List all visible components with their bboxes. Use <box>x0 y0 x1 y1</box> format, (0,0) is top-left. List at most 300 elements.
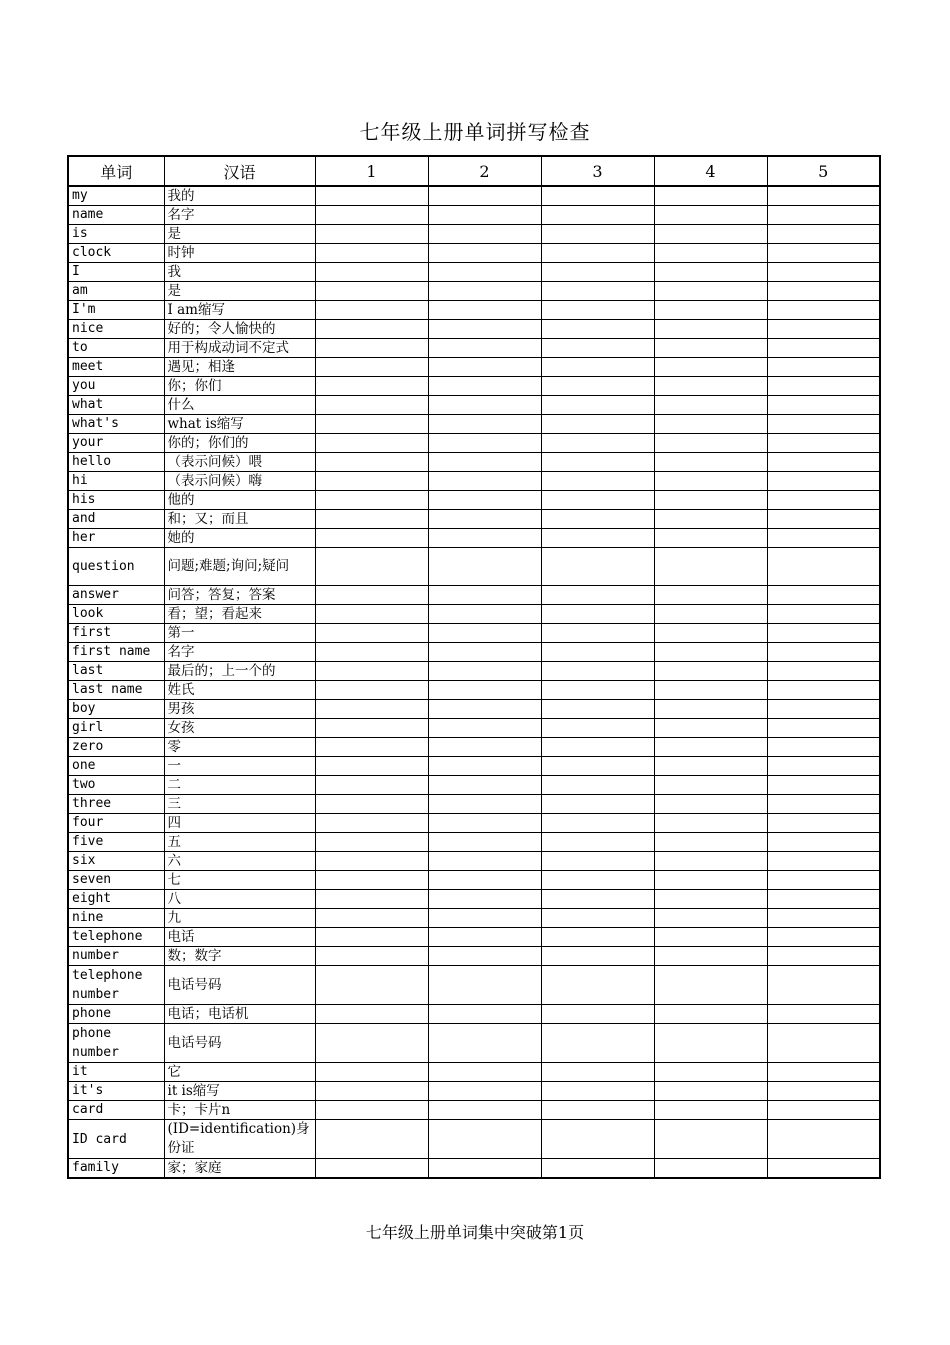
spelling-attempt-5-cell[interactable] <box>767 776 880 795</box>
spelling-attempt-5-cell[interactable] <box>767 377 880 396</box>
spelling-attempt-2-cell[interactable] <box>428 662 541 681</box>
spelling-attempt-4-cell[interactable] <box>654 415 767 434</box>
english-word-cell: you <box>68 377 164 396</box>
word-row <box>68 662 880 681</box>
spelling-attempt-4-cell[interactable] <box>654 186 767 206</box>
spelling-attempt-1-cell[interactable] <box>315 225 428 244</box>
spelling-attempt-2-cell[interactable] <box>428 928 541 947</box>
english-word-cell: boy <box>68 700 164 719</box>
word-row <box>68 605 880 624</box>
spelling-attempt-3-cell[interactable] <box>541 1024 654 1063</box>
spelling-attempt-3-cell[interactable] <box>541 1063 654 1082</box>
spelling-attempt-1-cell[interactable] <box>315 852 428 871</box>
spelling-attempt-5-cell[interactable] <box>767 833 880 852</box>
spelling-attempt-4-cell[interactable] <box>654 529 767 548</box>
spelling-attempt-1-cell[interactable] <box>315 681 428 700</box>
spelling-attempt-5-cell[interactable] <box>767 966 880 1005</box>
spelling-attempt-2-cell[interactable] <box>428 206 541 225</box>
chinese-meaning-cell: 八 <box>164 890 315 909</box>
spelling-attempt-1-cell[interactable] <box>315 776 428 795</box>
header-row <box>68 156 880 186</box>
spelling-attempt-5-cell[interactable] <box>767 472 880 491</box>
spelling-attempt-2-cell[interactable] <box>428 186 541 206</box>
spelling-attempt-5-cell[interactable] <box>767 1159 880 1179</box>
spelling-attempt-2-cell[interactable] <box>428 491 541 510</box>
english-word-cell: card <box>68 1101 164 1120</box>
spelling-attempt-5-cell[interactable] <box>767 852 880 871</box>
spelling-attempt-1-cell[interactable] <box>315 1005 428 1024</box>
spelling-attempt-4-cell[interactable] <box>654 1101 767 1120</box>
spelling-attempt-1-cell[interactable] <box>315 738 428 757</box>
spelling-attempt-5-cell[interactable] <box>767 339 880 358</box>
word-row <box>68 510 880 529</box>
english-word-cell: last <box>68 662 164 681</box>
chinese-meaning-cell: 看；望；看起来 <box>164 605 315 624</box>
chinese-meaning-cell: 是 <box>164 225 315 244</box>
spelling-attempt-5-cell[interactable] <box>767 1101 880 1120</box>
spelling-attempt-4-cell[interactable] <box>654 833 767 852</box>
spelling-attempt-4-cell[interactable] <box>654 510 767 529</box>
spelling-attempt-2-cell[interactable] <box>428 1159 541 1179</box>
spelling-attempt-1-cell[interactable] <box>315 282 428 301</box>
spelling-attempt-5-cell[interactable] <box>767 814 880 833</box>
chinese-meaning-cell: it is缩写 <box>164 1082 315 1101</box>
english-word-cell: hi <box>68 472 164 491</box>
word-row <box>68 244 880 263</box>
word-row <box>68 548 880 586</box>
spelling-attempt-4-cell[interactable] <box>654 1159 767 1179</box>
spelling-attempt-3-cell[interactable] <box>541 1082 654 1101</box>
spelling-attempt-2-cell[interactable] <box>428 244 541 263</box>
spelling-attempt-3-cell[interactable] <box>541 757 654 776</box>
word-row <box>68 871 880 890</box>
spelling-attempt-4-cell[interactable] <box>654 776 767 795</box>
spelling-attempt-3-cell[interactable] <box>541 909 654 928</box>
spelling-attempt-3-cell[interactable] <box>541 510 654 529</box>
spelling-attempt-4-cell[interactable] <box>654 453 767 472</box>
spelling-attempt-1-cell[interactable] <box>315 396 428 415</box>
spelling-attempt-1-cell[interactable] <box>315 1101 428 1120</box>
spelling-attempt-5-cell[interactable] <box>767 681 880 700</box>
spelling-attempt-5-cell[interactable] <box>767 244 880 263</box>
spelling-attempt-4-cell[interactable] <box>654 263 767 282</box>
spelling-attempt-4-cell[interactable] <box>654 339 767 358</box>
english-word-cell: nine <box>68 909 164 928</box>
spelling-attempt-4-cell[interactable] <box>654 852 767 871</box>
spelling-attempt-5-cell[interactable] <box>767 225 880 244</box>
spelling-attempt-4-cell[interactable] <box>654 947 767 966</box>
spelling-attempt-3-cell[interactable] <box>541 263 654 282</box>
english-word-cell: five <box>68 833 164 852</box>
spelling-attempt-2-cell[interactable] <box>428 396 541 415</box>
spelling-attempt-5-cell[interactable] <box>767 263 880 282</box>
spelling-attempt-4-cell[interactable] <box>654 396 767 415</box>
spelling-attempt-4-cell[interactable] <box>654 719 767 738</box>
english-word-cell: my <box>68 186 164 206</box>
spelling-attempt-1-cell[interactable] <box>315 453 428 472</box>
chinese-meaning-cell: 男孩 <box>164 700 315 719</box>
chinese-meaning-cell: (ID=identification)身份证 <box>164 1120 315 1159</box>
english-word-cell: ID card <box>68 1120 164 1159</box>
spelling-attempt-1-cell[interactable] <box>315 1024 428 1063</box>
english-word-cell: girl <box>68 719 164 738</box>
spelling-attempt-1-cell[interactable] <box>315 605 428 624</box>
spelling-attempt-2-cell[interactable] <box>428 472 541 491</box>
spelling-attempt-2-cell[interactable] <box>428 320 541 339</box>
spelling-attempt-5-cell[interactable] <box>767 206 880 225</box>
english-word-cell: number <box>68 947 164 966</box>
spelling-attempt-5-cell[interactable] <box>767 890 880 909</box>
spelling-attempt-3-cell[interactable] <box>541 928 654 947</box>
spelling-attempt-3-cell[interactable] <box>541 624 654 643</box>
english-word-cell: answer <box>68 586 164 605</box>
spelling-attempt-2-cell[interactable] <box>428 1082 541 1101</box>
spelling-attempt-3-cell[interactable] <box>541 643 654 662</box>
spelling-attempt-4-cell[interactable] <box>654 320 767 339</box>
spelling-attempt-5-cell[interactable] <box>767 282 880 301</box>
spelling-attempt-4-cell[interactable] <box>654 225 767 244</box>
chinese-meaning-cell: 二 <box>164 776 315 795</box>
spelling-attempt-5-cell[interactable] <box>767 1024 880 1063</box>
spelling-attempt-1-cell[interactable] <box>315 1120 428 1159</box>
word-row <box>68 472 880 491</box>
chinese-meaning-cell: 时钟 <box>164 244 315 263</box>
word-row <box>68 643 880 662</box>
spelling-attempt-5-cell[interactable] <box>767 700 880 719</box>
spelling-attempt-2-cell[interactable] <box>428 681 541 700</box>
spelling-attempt-4-cell[interactable] <box>654 890 767 909</box>
spelling-attempt-4-cell[interactable] <box>654 301 767 320</box>
spelling-attempt-1-cell[interactable] <box>315 510 428 529</box>
spelling-attempt-5-cell[interactable] <box>767 320 880 339</box>
word-row <box>68 301 880 320</box>
spelling-attempt-2-cell[interactable] <box>428 301 541 320</box>
spelling-attempt-5-cell[interactable] <box>767 301 880 320</box>
english-word-cell: four <box>68 814 164 833</box>
spelling-attempt-4-cell[interactable] <box>654 586 767 605</box>
spelling-attempt-1-cell[interactable] <box>315 434 428 453</box>
spelling-attempt-1-cell[interactable] <box>315 795 428 814</box>
spelling-attempt-3-cell[interactable] <box>541 434 654 453</box>
spelling-attempt-5-cell[interactable] <box>767 510 880 529</box>
spelling-attempt-3-cell[interactable] <box>541 833 654 852</box>
spelling-attempt-3-cell[interactable] <box>541 472 654 491</box>
chinese-meaning-cell: 是 <box>164 282 315 301</box>
spelling-attempt-3-cell[interactable] <box>541 186 654 206</box>
spelling-attempt-5-cell[interactable] <box>767 1082 880 1101</box>
spelling-attempt-2-cell[interactable] <box>428 263 541 282</box>
spelling-attempt-4-cell[interactable] <box>654 738 767 757</box>
word-row <box>68 909 880 928</box>
spelling-attempt-2-cell[interactable] <box>428 719 541 738</box>
chinese-meaning-cell: 六 <box>164 852 315 871</box>
spelling-attempt-5-cell[interactable] <box>767 548 880 586</box>
spelling-attempt-5-cell[interactable] <box>767 757 880 776</box>
spelling-attempt-3-cell[interactable] <box>541 1159 654 1179</box>
spelling-attempt-3-cell[interactable] <box>541 529 654 548</box>
spelling-attempt-5-cell[interactable] <box>767 909 880 928</box>
spelling-attempt-2-cell[interactable] <box>428 776 541 795</box>
spelling-attempt-1-cell[interactable] <box>315 1063 428 1082</box>
word-row <box>68 434 880 453</box>
spelling-attempt-3-cell[interactable] <box>541 491 654 510</box>
spelling-attempt-4-cell[interactable] <box>654 1024 767 1063</box>
spelling-attempt-2-cell[interactable] <box>428 643 541 662</box>
spelling-attempt-3-cell[interactable] <box>541 738 654 757</box>
spelling-attempt-4-cell[interactable] <box>654 624 767 643</box>
spelling-attempt-3-cell[interactable] <box>541 966 654 1005</box>
spelling-attempt-5-cell[interactable] <box>767 491 880 510</box>
spelling-attempt-3-cell[interactable] <box>541 681 654 700</box>
spelling-attempt-2-cell[interactable] <box>428 548 541 586</box>
spelling-attempt-3-cell[interactable] <box>541 377 654 396</box>
spelling-attempt-2-cell[interactable] <box>428 225 541 244</box>
spelling-attempt-2-cell[interactable] <box>428 358 541 377</box>
chinese-meaning-cell: 他的 <box>164 491 315 510</box>
spelling-attempt-4-cell[interactable] <box>654 1063 767 1082</box>
spelling-attempt-4-cell[interactable] <box>654 434 767 453</box>
spelling-attempt-3-cell[interactable] <box>541 339 654 358</box>
spelling-attempt-2-cell[interactable] <box>428 510 541 529</box>
spelling-attempt-2-cell[interactable] <box>428 1005 541 1024</box>
word-row <box>68 263 880 282</box>
spelling-attempt-5-cell[interactable] <box>767 586 880 605</box>
spelling-attempt-2-cell[interactable] <box>428 757 541 776</box>
spelling-attempt-1-cell[interactable] <box>315 1082 428 1101</box>
spelling-attempt-1-cell[interactable] <box>315 415 428 434</box>
english-word-cell: look <box>68 605 164 624</box>
spelling-attempt-1-cell[interactable] <box>315 947 428 966</box>
spelling-attempt-2-cell[interactable] <box>428 605 541 624</box>
spelling-attempt-4-cell[interactable] <box>654 244 767 263</box>
spelling-attempt-2-cell[interactable] <box>428 434 541 453</box>
spelling-attempt-1-cell[interactable] <box>315 890 428 909</box>
spelling-attempt-2-cell[interactable] <box>428 966 541 1005</box>
english-word-cell: her <box>68 529 164 548</box>
spelling-attempt-4-cell[interactable] <box>654 928 767 947</box>
spelling-attempt-3-cell[interactable] <box>541 548 654 586</box>
spelling-attempt-1-cell[interactable] <box>315 263 428 282</box>
spelling-attempt-2-cell[interactable] <box>428 871 541 890</box>
spelling-attempt-2-cell[interactable] <box>428 814 541 833</box>
english-word-cell: and <box>68 510 164 529</box>
spelling-attempt-4-cell[interactable] <box>654 548 767 586</box>
spelling-attempt-1-cell[interactable] <box>315 814 428 833</box>
spelling-attempt-5-cell[interactable] <box>767 1120 880 1159</box>
spelling-attempt-2-cell[interactable] <box>428 529 541 548</box>
spelling-attempt-5-cell[interactable] <box>767 719 880 738</box>
english-word-cell: six <box>68 852 164 871</box>
spelling-attempt-1-cell[interactable] <box>315 586 428 605</box>
spelling-attempt-3-cell[interactable] <box>541 662 654 681</box>
chinese-meaning-cell: 家；家庭 <box>164 1159 315 1179</box>
spelling-attempt-5-cell[interactable] <box>767 453 880 472</box>
spelling-attempt-4-cell[interactable] <box>654 1120 767 1159</box>
spelling-attempt-1-cell[interactable] <box>315 757 428 776</box>
spelling-attempt-1-cell[interactable] <box>315 339 428 358</box>
spelling-attempt-3-cell[interactable] <box>541 320 654 339</box>
spelling-attempt-2-cell[interactable] <box>428 586 541 605</box>
spelling-attempt-5-cell[interactable] <box>767 643 880 662</box>
spelling-attempt-4-cell[interactable] <box>654 643 767 662</box>
spelling-attempt-2-cell[interactable] <box>428 833 541 852</box>
word-row <box>68 757 880 776</box>
spelling-attempt-5-cell[interactable] <box>767 738 880 757</box>
spelling-attempt-2-cell[interactable] <box>428 282 541 301</box>
spelling-attempt-5-cell[interactable] <box>767 1063 880 1082</box>
spelling-attempt-5-cell[interactable] <box>767 624 880 643</box>
spelling-attempt-4-cell[interactable] <box>654 206 767 225</box>
spelling-attempt-2-cell[interactable] <box>428 1120 541 1159</box>
spelling-attempt-5-cell[interactable] <box>767 358 880 377</box>
spelling-attempt-4-cell[interactable] <box>654 377 767 396</box>
spelling-attempt-4-cell[interactable] <box>654 757 767 776</box>
spelling-attempt-4-cell[interactable] <box>654 681 767 700</box>
spelling-attempt-2-cell[interactable] <box>428 1024 541 1063</box>
spelling-attempt-2-cell[interactable] <box>428 377 541 396</box>
spelling-attempt-4-cell[interactable] <box>654 871 767 890</box>
spelling-attempt-2-cell[interactable] <box>428 909 541 928</box>
spelling-attempt-1-cell[interactable] <box>315 377 428 396</box>
english-word-cell: first <box>68 624 164 643</box>
spelling-attempt-1-cell[interactable] <box>315 909 428 928</box>
word-row <box>68 225 880 244</box>
spelling-attempt-1-cell[interactable] <box>315 186 428 206</box>
spelling-attempt-2-cell[interactable] <box>428 415 541 434</box>
spelling-attempt-1-cell[interactable] <box>315 244 428 263</box>
spelling-attempt-5-cell[interactable] <box>767 605 880 624</box>
spelling-attempt-5-cell[interactable] <box>767 415 880 434</box>
spelling-attempt-5-cell[interactable] <box>767 186 880 206</box>
word-row <box>68 1063 880 1082</box>
spelling-attempt-5-cell[interactable] <box>767 947 880 966</box>
spelling-attempt-1-cell[interactable] <box>315 871 428 890</box>
spelling-attempt-4-cell[interactable] <box>654 1005 767 1024</box>
spelling-attempt-4-cell[interactable] <box>654 491 767 510</box>
spelling-attempt-3-cell[interactable] <box>541 225 654 244</box>
spelling-attempt-4-cell[interactable] <box>654 662 767 681</box>
spelling-attempt-2-cell[interactable] <box>428 339 541 358</box>
spelling-attempt-1-cell[interactable] <box>315 719 428 738</box>
spelling-attempt-1-cell[interactable] <box>315 491 428 510</box>
spelling-attempt-3-cell[interactable] <box>541 453 654 472</box>
spelling-attempt-2-cell[interactable] <box>428 947 541 966</box>
spelling-attempt-5-cell[interactable] <box>767 795 880 814</box>
spelling-attempt-3-cell[interactable] <box>541 358 654 377</box>
spelling-attempt-2-cell[interactable] <box>428 453 541 472</box>
spelling-attempt-3-cell[interactable] <box>541 586 654 605</box>
spelling-attempt-3-cell[interactable] <box>541 700 654 719</box>
english-word-cell: his <box>68 491 164 510</box>
spelling-attempt-3-cell[interactable] <box>541 719 654 738</box>
word-row <box>68 320 880 339</box>
spelling-attempt-1-cell[interactable] <box>315 1159 428 1179</box>
spelling-attempt-3-cell[interactable] <box>541 206 654 225</box>
spelling-attempt-4-cell[interactable] <box>654 605 767 624</box>
spelling-attempt-3-cell[interactable] <box>541 871 654 890</box>
spelling-attempt-3-cell[interactable] <box>541 947 654 966</box>
spelling-attempt-3-cell[interactable] <box>541 244 654 263</box>
spelling-attempt-5-cell[interactable] <box>767 434 880 453</box>
spelling-attempt-5-cell[interactable] <box>767 662 880 681</box>
spelling-attempt-3-cell[interactable] <box>541 890 654 909</box>
spelling-attempt-3-cell[interactable] <box>541 814 654 833</box>
word-row <box>68 1082 880 1101</box>
spelling-attempt-4-cell[interactable] <box>654 966 767 1005</box>
spelling-attempt-3-cell[interactable] <box>541 852 654 871</box>
spelling-attempt-4-cell[interactable] <box>654 795 767 814</box>
spelling-attempt-1-cell[interactable] <box>315 966 428 1005</box>
spelling-attempt-1-cell[interactable] <box>315 643 428 662</box>
chinese-meaning-cell: 电话；电话机 <box>164 1005 315 1024</box>
spelling-attempt-2-cell[interactable] <box>428 795 541 814</box>
word-row <box>68 776 880 795</box>
chinese-meaning-cell: 九 <box>164 909 315 928</box>
spelling-attempt-1-cell[interactable] <box>315 624 428 643</box>
spelling-attempt-1-cell[interactable] <box>315 548 428 586</box>
chinese-meaning-cell: 和；又；而且 <box>164 510 315 529</box>
spelling-attempt-1-cell[interactable] <box>315 358 428 377</box>
spelling-attempt-4-cell[interactable] <box>654 909 767 928</box>
spelling-attempt-1-cell[interactable] <box>315 662 428 681</box>
spelling-attempt-2-cell[interactable] <box>428 890 541 909</box>
word-row <box>68 681 880 700</box>
spelling-attempt-1-cell[interactable] <box>315 206 428 225</box>
spelling-attempt-4-cell[interactable] <box>654 814 767 833</box>
spelling-attempt-3-cell[interactable] <box>541 301 654 320</box>
spelling-attempt-5-cell[interactable] <box>767 928 880 947</box>
spelling-attempt-2-cell[interactable] <box>428 1063 541 1082</box>
spelling-attempt-4-cell[interactable] <box>654 358 767 377</box>
spelling-attempt-3-cell[interactable] <box>541 776 654 795</box>
chinese-meaning-cell: 五 <box>164 833 315 852</box>
spelling-attempt-3-cell[interactable] <box>541 282 654 301</box>
spelling-attempt-3-cell[interactable] <box>541 1005 654 1024</box>
spelling-attempt-5-cell[interactable] <box>767 871 880 890</box>
spelling-attempt-3-cell[interactable] <box>541 415 654 434</box>
spelling-attempt-1-cell[interactable] <box>315 472 428 491</box>
word-row <box>68 282 880 301</box>
word-row <box>68 415 880 434</box>
spelling-attempt-2-cell[interactable] <box>428 700 541 719</box>
word-row <box>68 396 880 415</box>
spelling-attempt-5-cell[interactable] <box>767 396 880 415</box>
spelling-attempt-4-cell[interactable] <box>654 700 767 719</box>
spelling-attempt-2-cell[interactable] <box>428 1101 541 1120</box>
spelling-attempt-3-cell[interactable] <box>541 1120 654 1159</box>
spelling-attempt-3-cell[interactable] <box>541 605 654 624</box>
word-row <box>68 377 880 396</box>
spelling-attempt-2-cell[interactable] <box>428 738 541 757</box>
spelling-attempt-2-cell[interactable] <box>428 624 541 643</box>
spelling-attempt-4-cell[interactable] <box>654 1082 767 1101</box>
spelling-attempt-2-cell[interactable] <box>428 852 541 871</box>
spelling-attempt-1-cell[interactable] <box>315 529 428 548</box>
spelling-attempt-1-cell[interactable] <box>315 833 428 852</box>
english-word-cell: what's <box>68 415 164 434</box>
spelling-attempt-1-cell[interactable] <box>315 301 428 320</box>
spelling-attempt-4-cell[interactable] <box>654 472 767 491</box>
spelling-attempt-1-cell[interactable] <box>315 320 428 339</box>
spelling-attempt-3-cell[interactable] <box>541 795 654 814</box>
spelling-attempt-3-cell[interactable] <box>541 396 654 415</box>
spelling-attempt-4-cell[interactable] <box>654 282 767 301</box>
spelling-attempt-1-cell[interactable] <box>315 928 428 947</box>
spelling-attempt-1-cell[interactable] <box>315 700 428 719</box>
spelling-attempt-5-cell[interactable] <box>767 1005 880 1024</box>
spelling-attempt-5-cell[interactable] <box>767 529 880 548</box>
spelling-attempt-3-cell[interactable] <box>541 1101 654 1120</box>
